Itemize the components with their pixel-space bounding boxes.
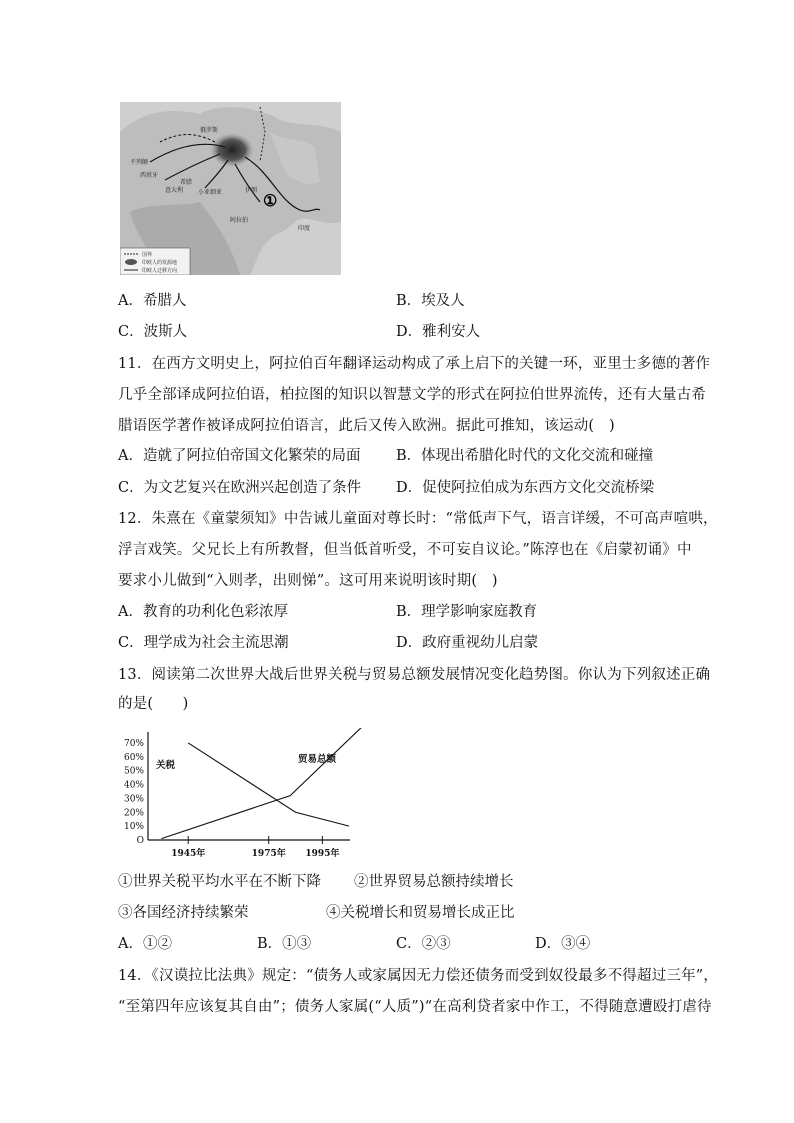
map-label-greece: 希腊 [180,179,193,186]
q11-stem-line-1: 11．在西方文明史上，阿拉伯百年翻译运动构成了承上启下的关键一环，亚里士多德的著作 [118,356,711,372]
series-label-0: 关税 [156,760,176,771]
map-label-asia-minor: 小亚细亚 [198,189,223,196]
y-tick-label: 70% [123,738,144,749]
y-tick-label: 40% [123,780,144,791]
y-tick-label: 20% [123,808,144,819]
q10-option-d[interactable]: D．雅利安人 [396,324,481,340]
q14-stem-line-2: “至第四年应该复其自由”；债务人家属(“人质”)“在高利贷者家中作工，不得随意遭殴打虐待 [118,999,712,1015]
q12-option-a[interactable]: A．教育的功利化色彩浓厚 [118,604,288,620]
q13-statement-4: ④关税增长和贸易增长成正比 [326,905,515,921]
map-drawing [120,102,341,275]
q12-stem-line-1: 12．朱熹在《童蒙须知》中告诫儿童面对尊长时：“常低声下气，语言详缓，不可高声喧哄， [118,511,718,527]
x-tick-label: 1975年 [251,849,286,859]
q13-stem-line-1: 13．阅读第二次世界大战后世界关税与贸易总额发展情况变化趋势图。你认为下列叙述正确 [118,667,711,683]
q10-option-b[interactable]: B．埃及人 [396,293,465,309]
q13-option-c[interactable]: C．②③ [396,936,451,952]
q12-option-c[interactable]: C．理学成为社会主流思潮 [118,635,289,651]
map-label-russia: 俄罗斯 [200,127,219,134]
q11-option-a[interactable]: A．造就了阿拉伯帝国文化繁荣的局面 [118,448,361,464]
q10-option-c[interactable]: C．波斯人 [118,324,188,340]
q13-statement-3: ③各国经济持续繁荣 [118,905,249,921]
q13-stem-line-2: 的是( ) [118,696,189,712]
q12-option-b[interactable]: B．理学影响家庭教育 [396,604,538,620]
q12-option-d[interactable]: D．政府重视幼儿启蒙 [396,635,539,651]
map-label-arabia: 阿拉伯 [230,217,249,224]
y-tick-label: 10% [123,822,144,833]
migration-map [120,102,341,275]
tariff-trade-chart [118,728,378,860]
q13-statement-1: ①世界关税平均水平在不断下降 [118,874,321,890]
x-tick-label: 1945年 [171,849,206,859]
y-tick-label: 60% [123,752,144,763]
map-marker: ① [263,191,278,210]
q10-option-a[interactable]: A．希腊人 [118,293,187,309]
map-label-italy: 意大利 [165,187,184,194]
q13-option-d[interactable]: D．③④ [535,936,591,952]
legend-border: 国界 [142,252,153,258]
q11-option-c[interactable]: C．为文艺复兴在欧洲兴起创造了条件 [118,480,362,496]
q11-option-b[interactable]: B．体现出希腊化时代的文化交流和碰撞 [396,448,654,464]
q14-stem-line-1: 14．《汉谟拉比法典》规定：“债务人或家属因无力偿还债务而受到奴役最多不得超过三年”， [118,968,719,984]
y-tick-label: 50% [123,766,144,777]
legend-origin: 印欧人的发源地 [142,260,178,266]
legend-migration: 印欧人迁移方向 [142,268,178,274]
series-label-1: 贸易总额 [298,754,337,765]
q11-stem-line-2: 几乎全部译成阿拉伯语，柏拉图的知识以智慧文学的形式在阿拉伯世界流传，还有大量古希 [118,387,706,403]
q11-stem-line-3: 腊语医学著作被译成阿拉伯语言，此后又传入欧洲。据此可推知，该运动( ) [118,418,615,434]
q13-option-a[interactable]: A．①② [118,936,172,952]
x-tick-label: 1995年 [305,849,340,859]
q13-option-b[interactable]: B．①③ [257,936,312,952]
map-label-spain: 西班牙 [140,172,159,179]
y-tick-label: O [136,836,144,846]
q13-statement-2: ②世界贸易总额持续增长 [354,874,514,890]
q11-option-d[interactable]: D．促使阿拉伯成为东西方文化交流桥梁 [396,480,655,496]
y-tick-label: 30% [123,794,144,805]
map-label-britain: 不列颠 [130,159,149,166]
q12-stem-line-2: 浮言戏笑。父兄长上有所教督，但当低首听受，不可妄自议论。”陈淳也在《启蒙初诵》中 [118,542,692,558]
map-label-india: 印度 [298,225,311,232]
chart-svg [118,728,378,860]
map-label-iran: 伊朗 [245,187,258,194]
q12-stem-line-3: 要求小儿做到“入则孝，出则悌”。这可用来说明该时期( ) [118,573,498,589]
